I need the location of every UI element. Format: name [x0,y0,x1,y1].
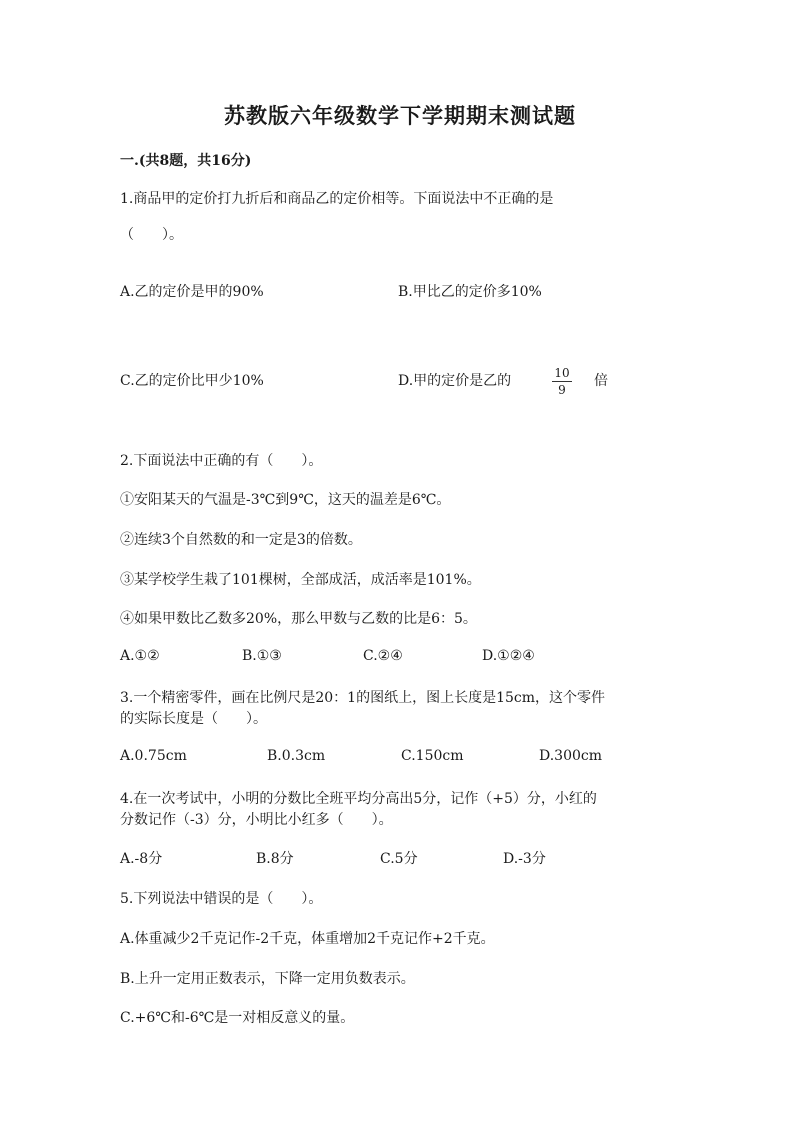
question-2-option-a: A.①② [120,648,160,664]
section-heading: 一.(共8题，共16分) [120,153,252,169]
question-4-option-a: A.-8分 [120,851,163,867]
question-4-option-b: B.8分 [256,851,294,867]
question-1-stem: 1.商品甲的定价打九折后和商品乙的定价相等。下面说法中不正确的是 [120,191,554,207]
question-1-option-d: D.甲的定价是乙的 [398,373,512,389]
question-1-option-c: C.乙的定价比甲少10% [120,373,264,389]
question-3-stem-line-2: 的实际长度是（ ）。 [120,711,267,727]
fraction-numerator: 10 [554,366,570,380]
question-2-statement-1: ①安阳某天的气温是-3℃到9℃，这天的温差是6℃。 [120,492,451,508]
question-3-option-b: B.0.3cm [267,748,326,764]
question-3-option-d: D.300cm [539,748,603,764]
question-2-statement-3: ③某学校学生栽了101棵树，全部成活，成活率是101%。 [120,572,481,588]
question-2-option-c: C.②④ [363,648,403,664]
question-4-option-d: D.-3分 [503,851,546,867]
question-2-statement-2: ②连续3个自然数的和一定是3的倍数。 [120,532,362,548]
question-1-option-d-suffix: 倍 [594,373,608,389]
fraction-bar [552,381,572,382]
question-1-option-b: B.甲比乙的定价多10% [398,284,542,300]
question-5-stem: 5.下列说法中错误的是（ ）。 [120,891,323,907]
question-5-option-a: A.体重减少2千克记作-2千克，体重增加2千克记作+2千克。 [120,931,495,947]
question-3-option-a: A.0.75cm [120,748,187,764]
question-3-stem-line-1: 3.一个精密零件，画在比例尺是20：1的图纸上，图上长度是15cm，这个零件 [120,690,606,706]
question-4-stem-line-2: 分数记作（-3）分，小明比小红多（ ）。 [120,812,393,828]
question-4-stem-line-1: 4.在一次考试中，小明的分数比全班平均分高出5分，记作（+5）分，小红的 [120,791,597,807]
question-4-option-c: C.5分 [380,851,418,867]
question-2-statement-4: ④如果甲数比乙数多20%，那么甲数与乙数的比是6：5。 [120,611,477,627]
question-1-blank: （ ）。 [120,227,183,243]
fraction-denominator: 9 [558,383,566,397]
fraction-ten-ninths [551,366,573,397]
question-5-option-c: C.+6℃和-6℃是一对相反意义的量。 [120,1010,355,1026]
question-2-option-d: D.①②④ [482,648,535,664]
question-5-option-b: B.上升一定用正数表示，下降一定用负数表示。 [120,971,415,987]
question-3-option-c: C.150cm [401,748,464,764]
question-1-option-a: A.乙的定价是甲的90% [120,284,264,300]
page-title: 苏教版六年级数学下学期期末测试题 [224,103,576,128]
question-2-stem: 2.下面说法中正确的有（ ）。 [120,453,323,469]
question-2-option-b: B.①③ [242,648,282,664]
